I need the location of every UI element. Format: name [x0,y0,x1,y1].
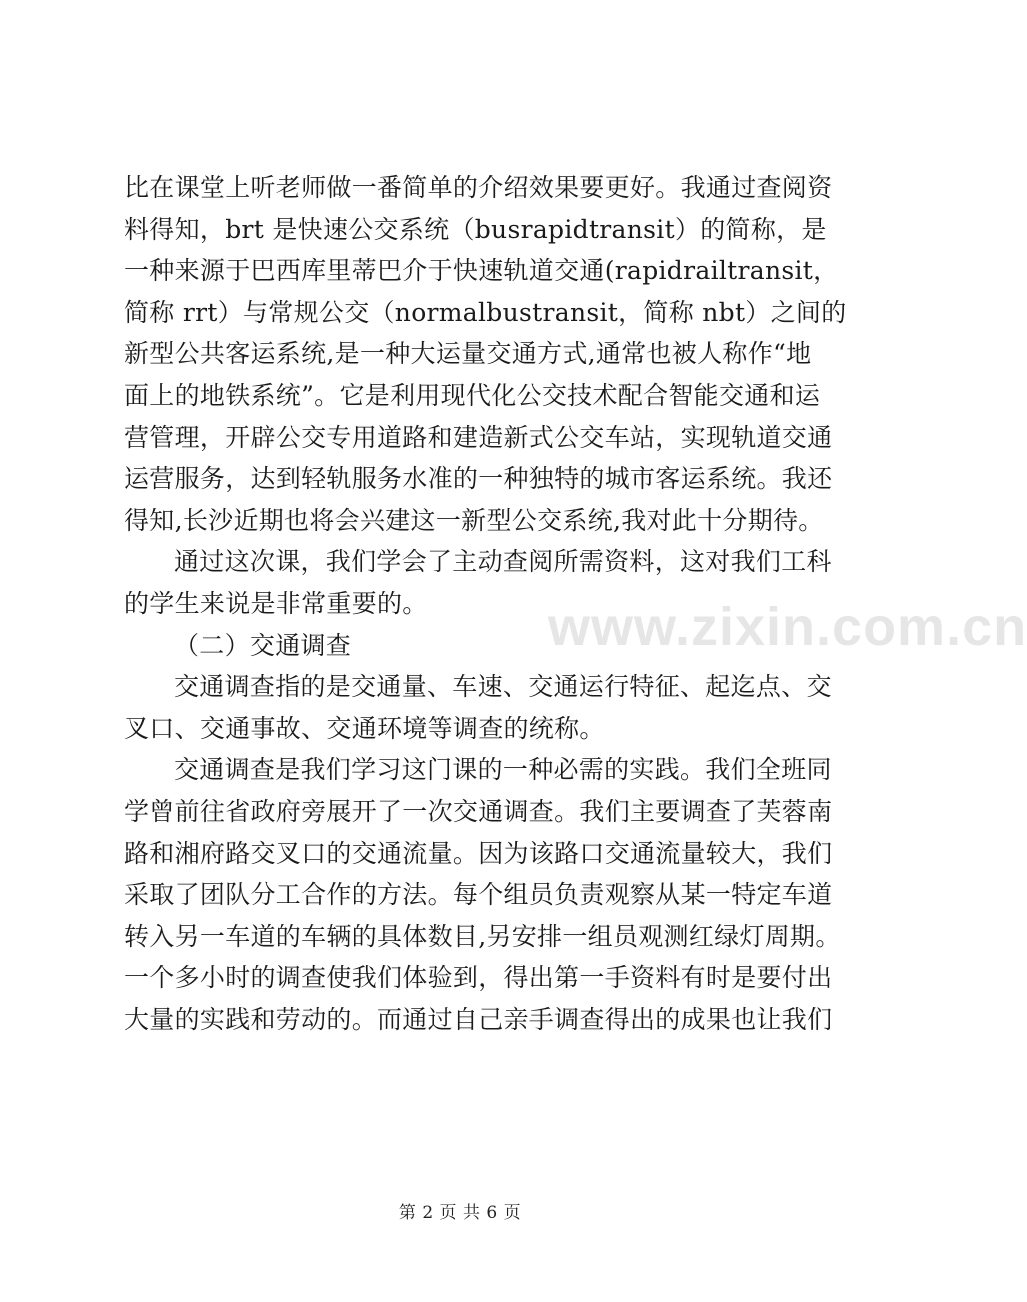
text-line: 一种来源于巴西库里蒂巴介于快速轨道交通(rapidrailtransit， [124,256,839,286]
text-line: 学曾前往省政府旁展开了一次交通调查。我们主要调查了芙蓉南 [124,796,833,826]
text-line: 得知,长沙近期也将会兴建这一新型公交系统,我对此十分期待。 [124,505,824,535]
text-line: 路和湘府路交叉口的交通流量。因为该路口交通流量较大，我们 [124,838,833,868]
text-line: 大量的实践和劳动的。而通过自己亲手调查得出的成果也让我们 [124,1004,833,1034]
paragraph-start-line: 交通调查是我们学习这门课的一种必需的实践。我们全班同 [174,755,832,785]
text-line: 采取了团队分工合作的方法。每个组员负责观察从某一特定车道 [124,880,833,910]
text-line: 简称 rrt）与常规公交（normalbustransit，简称 nbt）之间的 [124,297,847,327]
text-line: 的学生来说是非常重要的。 [124,588,428,618]
paragraph-start-line: 交通调查指的是交通量、车速、交通运行特征、起迄点、交 [174,672,832,702]
text-line: 营管理，开辟公交专用道路和建造新式公交车站，实现轨道交通 [124,422,833,452]
text-line: 料得知，brt 是快速公交系统（busrapidtransit）的简称，是 [124,214,827,244]
document-body [124,168,847,1041]
text-line: 转入另一车道的车辆的具体数目,另安排一组员观测红绿灯周期。 [124,921,841,951]
paragraph-start-line: 通过这次课，我们学会了主动查阅所需资料，这对我们工科 [174,547,832,577]
text-line: 比在课堂上听老师做一番简单的介绍效果要更好。我通过查阅资 [124,173,833,202]
text-line: 新型公共客运系统,是一种大运量交通方式,通常也被人称作“地 [124,339,812,369]
text-line: 一个多小时的调查使我们体验到，得出第一手资料有时是要付出 [124,963,833,993]
section-heading: （二）交通调查 [174,630,352,660]
text-line: 面上的地铁系统”。它是利用现代化公交技术配合智能交通和运 [124,380,821,410]
text-line: 运营服务，达到轻轨服务水准的一种独特的城市客运系统。我还 [124,464,833,494]
watermark: www.zixin.com.cn [548,597,1027,657]
text-line: 叉口、交通事故、交通环境等调查的统称。 [124,713,605,743]
page-number-footer: 第 2 页 共 6 页 [398,1203,522,1223]
